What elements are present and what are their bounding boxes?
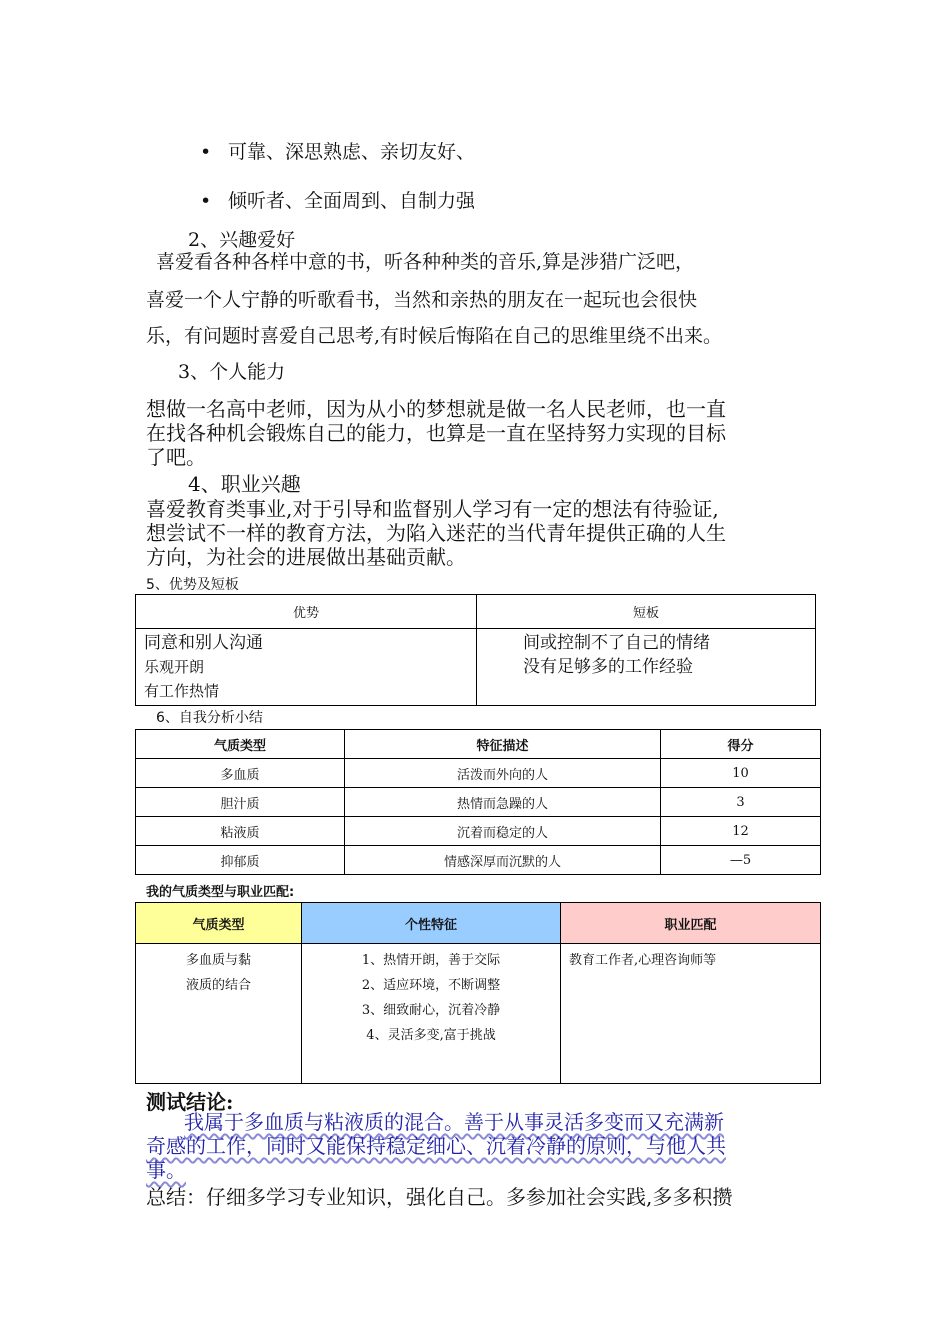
- header-strengths: 优势: [136, 595, 477, 629]
- table-row: [136, 759, 821, 788]
- table-row: [136, 846, 821, 875]
- strength-item: 有工作热情: [144, 682, 220, 700]
- traits-cell: [302, 944, 561, 1084]
- type-cell: 抑郁质: [136, 846, 345, 875]
- type-cell: 多血质: [136, 759, 345, 788]
- score-cell: 10: [661, 759, 821, 788]
- section-heading-hobbies: 2、兴趣爱好: [188, 229, 296, 251]
- weaknesses-cell: [477, 629, 816, 706]
- strengths-table: [135, 594, 816, 706]
- header-score: 得分: [661, 730, 821, 759]
- description-cell: 情感深厚而沉默的人: [345, 846, 661, 875]
- strength-item: 乐观开朗: [144, 658, 205, 676]
- header-type: 气质类型: [136, 903, 302, 944]
- bullet-item: • 可靠、深思熟虑、亲切友好、: [200, 141, 476, 163]
- paragraph-line: 想做一名高中老师，因为从小的梦想就是做一名人民老师，也一直: [146, 397, 726, 421]
- type-line: 液质的结合: [185, 978, 251, 993]
- temperament-score-table: [135, 729, 821, 875]
- paragraph-line: 了吧。: [146, 445, 206, 469]
- score-cell: 12: [661, 817, 821, 846]
- paragraph-line: 在找各种机会锻炼自己的能力，也算是一直在坚持努力实现的目标: [146, 421, 726, 445]
- score-cell: 3: [661, 788, 821, 817]
- score-cell: —5: [661, 846, 821, 875]
- table-row: [136, 788, 821, 817]
- match-heading: 我的气质类型与职业匹配:: [146, 885, 295, 900]
- paragraph-line: 方向，为社会的进展做出基础贡献。: [146, 545, 466, 569]
- paragraph-line: 喜爱教育类事业,对于引导和监督别人学习有一定的想法有待验证,: [146, 497, 719, 521]
- weakness-item: 间或控制不了自己的情绪: [523, 633, 710, 653]
- type-cell: 粘液质: [136, 817, 345, 846]
- strength-item: 同意和别人沟通: [144, 633, 263, 653]
- type-line: 多血质与黏: [185, 953, 251, 968]
- trait-item: 1、热情开朗，善于交际: [361, 953, 501, 968]
- paragraph-line: 想尝试不一样的教育方法，为陷入迷茫的当代青年提供正确的人生: [146, 521, 726, 545]
- conclusion-line: 我属于多血质与粘液质的混合。善于从事灵活多变而又充满新: [184, 1110, 724, 1134]
- paragraph-line: 喜爱看各种各样中意的书，听各种种类的音乐,算是涉猎广泛吧，: [156, 251, 695, 273]
- header-career: 职业匹配: [561, 903, 821, 944]
- trait-item: 3、细致耐心，沉着冷静: [361, 1003, 501, 1018]
- paragraph-line: 喜爱一个人宁静的听歌看书，当然和亲热的朋友在一起玩也会很快: [146, 289, 698, 311]
- strengths-cell: [136, 629, 477, 706]
- trait-item: 2、适应环境，不断调整: [361, 978, 501, 993]
- description-cell: 热情而急躁的人: [345, 788, 661, 817]
- bullet-item: • 倾听者、全面周到、自制力强: [200, 190, 476, 212]
- description-cell: 沉着而稳定的人: [345, 817, 661, 846]
- career-cell: 教育工作者,心理咨询师等: [561, 944, 821, 1084]
- paragraph-line: 乐，有问题时喜爱自己思考,有时候后悔陷在自己的思维里绕不出来。: [146, 325, 723, 347]
- conclusion-line: 奇感的工作，同时又能保持稳定细心、沉着冷静的原则，与他人共: [146, 1134, 726, 1158]
- section-heading-summary: 6、自我分析小结: [156, 710, 263, 726]
- description-cell: 活泼而外向的人: [345, 759, 661, 788]
- header-type: 气质类型: [136, 730, 345, 759]
- conclusion-line: 事。: [146, 1158, 186, 1182]
- header-description: 特征描述: [345, 730, 661, 759]
- header-weaknesses: 短板: [477, 595, 816, 629]
- trait-item: 4、灵活多变,富于挑战: [366, 1028, 496, 1043]
- section-heading-ability: 3、个人能力: [178, 361, 286, 383]
- weakness-item: 没有足够多的工作经验: [523, 657, 693, 677]
- conclusion-heading: 测试结论:: [146, 1090, 234, 1114]
- section-heading-strengths: 5、优势及短板: [146, 577, 239, 593]
- header-traits: 个性特征: [302, 903, 561, 944]
- type-cell: [136, 944, 302, 1084]
- section-heading-career-interest: 4、职业兴趣: [188, 472, 301, 496]
- career-match-table: [135, 902, 821, 1084]
- type-cell: 胆汁质: [136, 788, 345, 817]
- table-row: [136, 817, 821, 846]
- summary-line: 总结：仔细多学习专业知识，强化自己。多参加社会实践,多多积攒: [146, 1185, 733, 1209]
